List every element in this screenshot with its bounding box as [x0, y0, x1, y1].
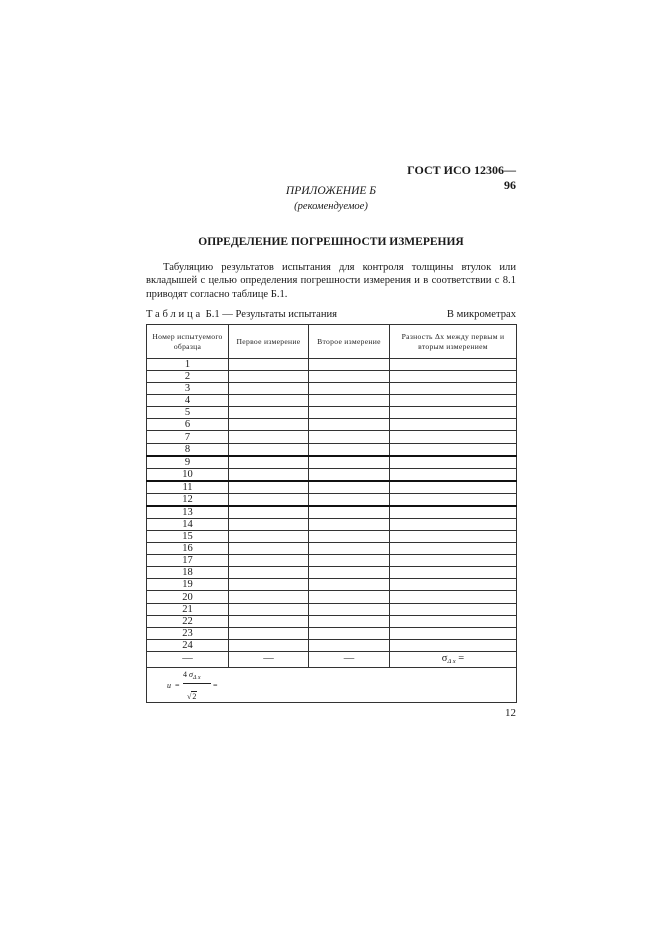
row-second-measurement: [309, 543, 390, 555]
summary-sigma-symbol: σ: [441, 652, 448, 664]
table-row: [147, 371, 517, 383]
row-sample-number: 7: [147, 431, 229, 443]
header-first-measurement: Первое измерение: [229, 325, 309, 359]
row-second-measurement: [309, 615, 390, 627]
table-row: [147, 531, 517, 543]
formula-numerator: [183, 670, 201, 679]
summary-sample: —: [147, 651, 229, 667]
formula-two: 2: [192, 691, 197, 701]
row-sample-number: 16: [147, 543, 229, 555]
row-sample-number: 13: [147, 506, 229, 519]
row-difference: [390, 567, 517, 579]
table-row: [147, 519, 517, 531]
row-sample-number: 1: [147, 359, 229, 371]
row-sample-number: 2: [147, 371, 229, 383]
header-second-measurement: Второе измерение: [309, 325, 390, 359]
row-first-measurement: [229, 383, 309, 395]
row-first-measurement: [229, 603, 309, 615]
row-second-measurement: [309, 431, 390, 443]
row-sample-number: 8: [147, 443, 229, 456]
table-row: [147, 603, 517, 615]
row-first-measurement: [229, 567, 309, 579]
row-first-measurement: [229, 407, 309, 419]
appendix-title: ПРИЛОЖЕНИЕ Б: [285, 185, 377, 197]
row-difference: [390, 531, 517, 543]
row-second-measurement: [309, 603, 390, 615]
row-first-measurement: [229, 419, 309, 431]
results-table: [146, 324, 517, 703]
standard-number: ГОСТ ИСО 12306—96: [407, 163, 516, 192]
header-sample-number: Номер испытуемого образца: [147, 325, 229, 359]
formula-equals-1: =: [175, 680, 180, 690]
row-sample-number: 15: [147, 531, 229, 543]
row-difference: [390, 443, 517, 456]
row-second-measurement: [309, 519, 390, 531]
row-first-measurement: [229, 579, 309, 591]
table-row: [147, 493, 517, 506]
row-sample-number: 12: [147, 493, 229, 506]
row-second-measurement: [309, 419, 390, 431]
row-sample-number: 18: [147, 567, 229, 579]
table-row: [147, 456, 517, 469]
table-row: [147, 591, 517, 603]
row-difference: [390, 591, 517, 603]
row-sample-number: 6: [147, 419, 229, 431]
row-difference: [390, 371, 517, 383]
row-sample-number: 11: [147, 481, 229, 494]
row-difference: [390, 493, 517, 506]
summary-sigma: [390, 651, 517, 667]
table-header-row: [147, 325, 517, 359]
row-first-measurement: [229, 591, 309, 603]
row-first-measurement: [229, 555, 309, 567]
row-second-measurement: [309, 591, 390, 603]
row-difference: [390, 615, 517, 627]
row-second-measurement: [309, 531, 390, 543]
row-difference: [390, 407, 517, 419]
table-row: [147, 443, 517, 456]
row-second-measurement: [309, 407, 390, 419]
table-row: [147, 579, 517, 591]
formula-cell: [147, 667, 517, 702]
row-second-measurement: [309, 456, 390, 469]
table-row: [147, 383, 517, 395]
row-first-measurement: [229, 359, 309, 371]
table-caption-title: [146, 309, 337, 320]
table-row: [147, 419, 517, 431]
formula-sigma: σ: [189, 669, 193, 679]
row-second-measurement: [309, 481, 390, 494]
row-first-measurement: [229, 468, 309, 481]
table-row: [147, 395, 517, 407]
summary-second: —: [309, 651, 390, 667]
row-sample-number: 23: [147, 627, 229, 639]
row-sample-number: 24: [147, 639, 229, 651]
row-sample-number: 4: [147, 395, 229, 407]
row-difference: [390, 359, 517, 371]
row-second-measurement: [309, 639, 390, 651]
row-difference: [390, 639, 517, 651]
row-first-measurement: [229, 443, 309, 456]
row-second-measurement: [309, 493, 390, 506]
row-first-measurement: [229, 395, 309, 407]
row-difference: [390, 603, 517, 615]
summary-first: —: [229, 651, 309, 667]
table-row: [147, 627, 517, 639]
row-first-measurement: [229, 371, 309, 383]
section-title: ОПРЕДЕЛЕНИЕ ПОГРЕШНОСТИ ИЗМЕРЕНИЯ: [198, 236, 464, 248]
table-row: [147, 615, 517, 627]
uncertainty-formula: [147, 668, 516, 702]
row-first-measurement: [229, 639, 309, 651]
table-caption-word: Таблица: [146, 309, 203, 320]
formula-equals-2: =: [213, 680, 218, 690]
formula-u: u: [167, 680, 171, 690]
table-row: [147, 506, 517, 519]
row-difference: [390, 506, 517, 519]
row-first-measurement: [229, 456, 309, 469]
row-difference: [390, 519, 517, 531]
row-second-measurement: [309, 359, 390, 371]
row-second-measurement: [309, 395, 390, 407]
row-difference: [390, 419, 517, 431]
row-first-measurement: [229, 481, 309, 494]
row-sample-number: 14: [147, 519, 229, 531]
row-sample-number: 22: [147, 615, 229, 627]
row-second-measurement: [309, 627, 390, 639]
summary-sigma-equals: =: [455, 652, 465, 664]
row-first-measurement: [229, 493, 309, 506]
table-units: В микрометрах: [446, 309, 516, 320]
page-number: 12: [505, 707, 516, 719]
row-second-measurement: [309, 443, 390, 456]
formula-row: [147, 667, 517, 702]
row-first-measurement: [229, 431, 309, 443]
table-row: [147, 481, 517, 494]
row-difference: [390, 383, 517, 395]
header-difference: Разность Δx между первым и вторым измерением: [390, 325, 517, 359]
row-second-measurement: [309, 383, 390, 395]
body-paragraph: Табуляцию результатов испытания для контроля толщины втулок или вкладышей с целью определения погрешности измерения и в соответствии с 8.1 приводят согласно таблице Б.1.: [146, 262, 516, 300]
table-row: [147, 555, 517, 567]
row-first-measurement: [229, 627, 309, 639]
row-sample-number: 21: [147, 603, 229, 615]
row-difference: [390, 456, 517, 469]
row-second-measurement: [309, 506, 390, 519]
row-first-measurement: [229, 506, 309, 519]
row-second-measurement: [309, 468, 390, 481]
row-difference: [390, 579, 517, 591]
row-first-measurement: [229, 519, 309, 531]
table-row: [147, 407, 517, 419]
formula-sigma-subscript: Δ x: [192, 674, 201, 681]
table-body: [147, 359, 517, 652]
formula-fraction-line: [183, 683, 211, 684]
summary-sigma-subscript: Δ x: [447, 657, 456, 665]
table-row: [147, 468, 517, 481]
row-second-measurement: [309, 567, 390, 579]
table-row: [147, 567, 517, 579]
row-sample-number: 9: [147, 456, 229, 469]
table-row: [147, 543, 517, 555]
row-sample-number: 17: [147, 555, 229, 567]
table-row: [147, 359, 517, 371]
appendix-status: (рекомендуемое): [294, 201, 368, 212]
row-first-measurement: [229, 531, 309, 543]
row-difference: [390, 395, 517, 407]
table-row: [147, 431, 517, 443]
summary-row: [147, 651, 517, 667]
row-difference: [390, 627, 517, 639]
table-row: [147, 639, 517, 651]
table-caption: [146, 309, 516, 323]
row-sample-number: 10: [147, 468, 229, 481]
row-first-measurement: [229, 615, 309, 627]
row-difference: [390, 481, 517, 494]
row-sample-number: 5: [147, 407, 229, 419]
formula-denominator: [187, 692, 197, 701]
table-caption-rest: Б.1 — Результаты испытания: [202, 309, 338, 320]
row-second-measurement: [309, 579, 390, 591]
row-sample-number: 20: [147, 591, 229, 603]
row-second-measurement: [309, 555, 390, 567]
row-difference: [390, 555, 517, 567]
formula-root-icon: √: [187, 691, 192, 701]
row-sample-number: 19: [147, 579, 229, 591]
row-second-measurement: [309, 371, 390, 383]
row-difference: [390, 431, 517, 443]
row-difference: [390, 543, 517, 555]
row-sample-number: 3: [147, 383, 229, 395]
row-difference: [390, 468, 517, 481]
row-first-measurement: [229, 543, 309, 555]
formula-four: 4: [183, 669, 187, 679]
